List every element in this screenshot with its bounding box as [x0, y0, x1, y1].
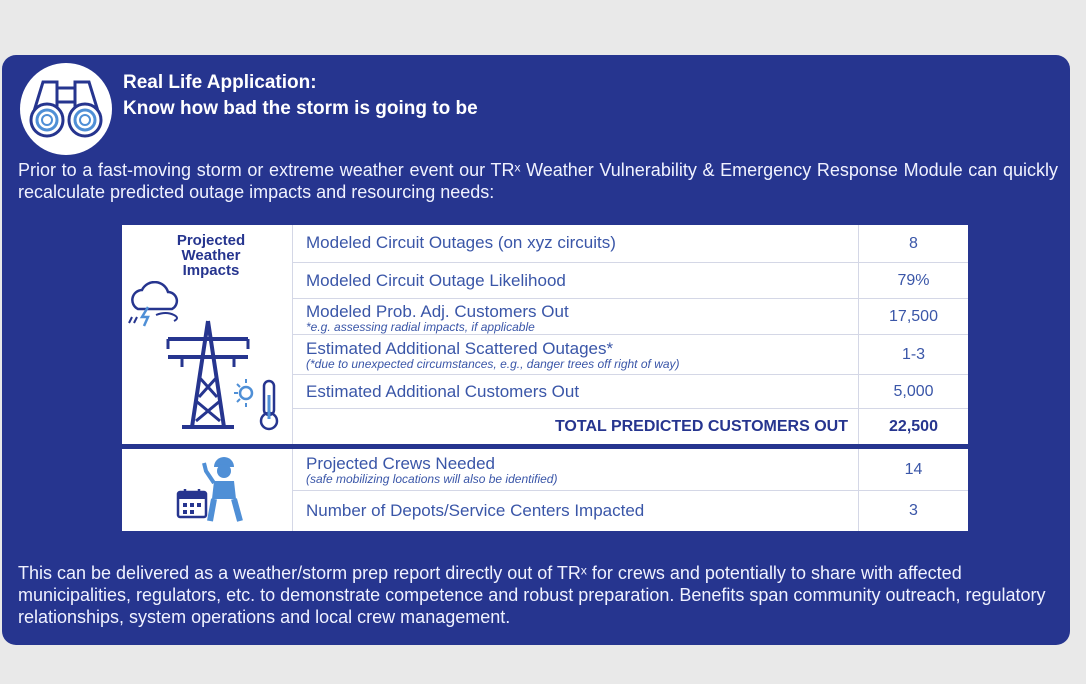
info-panel: [2, 55, 1070, 645]
calendar-icon: [176, 487, 208, 519]
headline-line-2: Know how bad the storm is going to be: [123, 98, 478, 119]
row-label: Number of Depots/Service Centers Impacted: [306, 501, 645, 520]
row-value: 14: [858, 449, 968, 490]
intro-paragraph: Prior to a fast-moving storm or extreme weather event our TRˣ Weather Vulnerability & Emergency Response Module can quickly recalculate predicted outage impacts and resourcing needs:: [18, 160, 1058, 202]
impact-table: [122, 225, 968, 531]
table-row: [293, 335, 968, 375]
thermometer-icon: [234, 377, 286, 431]
row-value: 1-3: [858, 335, 968, 374]
row-label: Modeled Circuit Outages (on xyz circuits): [306, 233, 616, 252]
row-value: 79%: [858, 263, 968, 298]
total-value: 22,500: [858, 409, 968, 444]
row-label: Modeled Circuit Outage Likelihood: [306, 271, 566, 290]
closing-paragraph: This can be delivered as a weather/storm prep report directly out of TRˣ for crews and potentially to share with affected municipalities, regulators, etc. to demonstrate competence and robust preparation. Benefits span community outreach, regulatory relationships, system operations and local crew management.: [18, 563, 1046, 627]
impact-icon-column: [122, 225, 293, 531]
row-value: 3: [858, 491, 968, 531]
table-row: [293, 225, 968, 263]
table-row: [293, 491, 968, 531]
row-label: Estimated Additional Customers Out: [306, 382, 580, 401]
row-note: (*due to unexpected circumstances, e.g., danger trees off right of way): [306, 357, 680, 371]
row-note: *e.g. assessing radial impacts, if applicable: [306, 320, 535, 334]
row-value: 5,000: [858, 375, 968, 408]
row-value: 17,500: [858, 299, 968, 334]
total-label: TOTAL PREDICTED CUSTOMERS OUT: [554, 418, 848, 435]
row-label: Modeled Prob. Adj. Customers Out: [306, 302, 569, 321]
row-note: (safe mobilizing locations will also be identified): [306, 472, 558, 486]
binoculars-icon: [27, 78, 105, 140]
table-row: [293, 263, 968, 299]
headline: [123, 70, 478, 122]
headline-line-1: Real Life Application:: [123, 72, 317, 93]
table-row: [293, 375, 968, 409]
row-label: Estimated Additional Scattered Outages*: [306, 339, 614, 358]
binoculars-logo: [20, 63, 112, 155]
row-label: Projected Crews Needed: [306, 454, 495, 473]
field-worker-icon: [202, 453, 246, 523]
row-value: 8: [858, 225, 968, 262]
total-row: [293, 409, 968, 444]
table-row: [293, 299, 968, 335]
table-row: [293, 449, 968, 491]
section-title: Projected Weather Impacts: [176, 232, 246, 279]
